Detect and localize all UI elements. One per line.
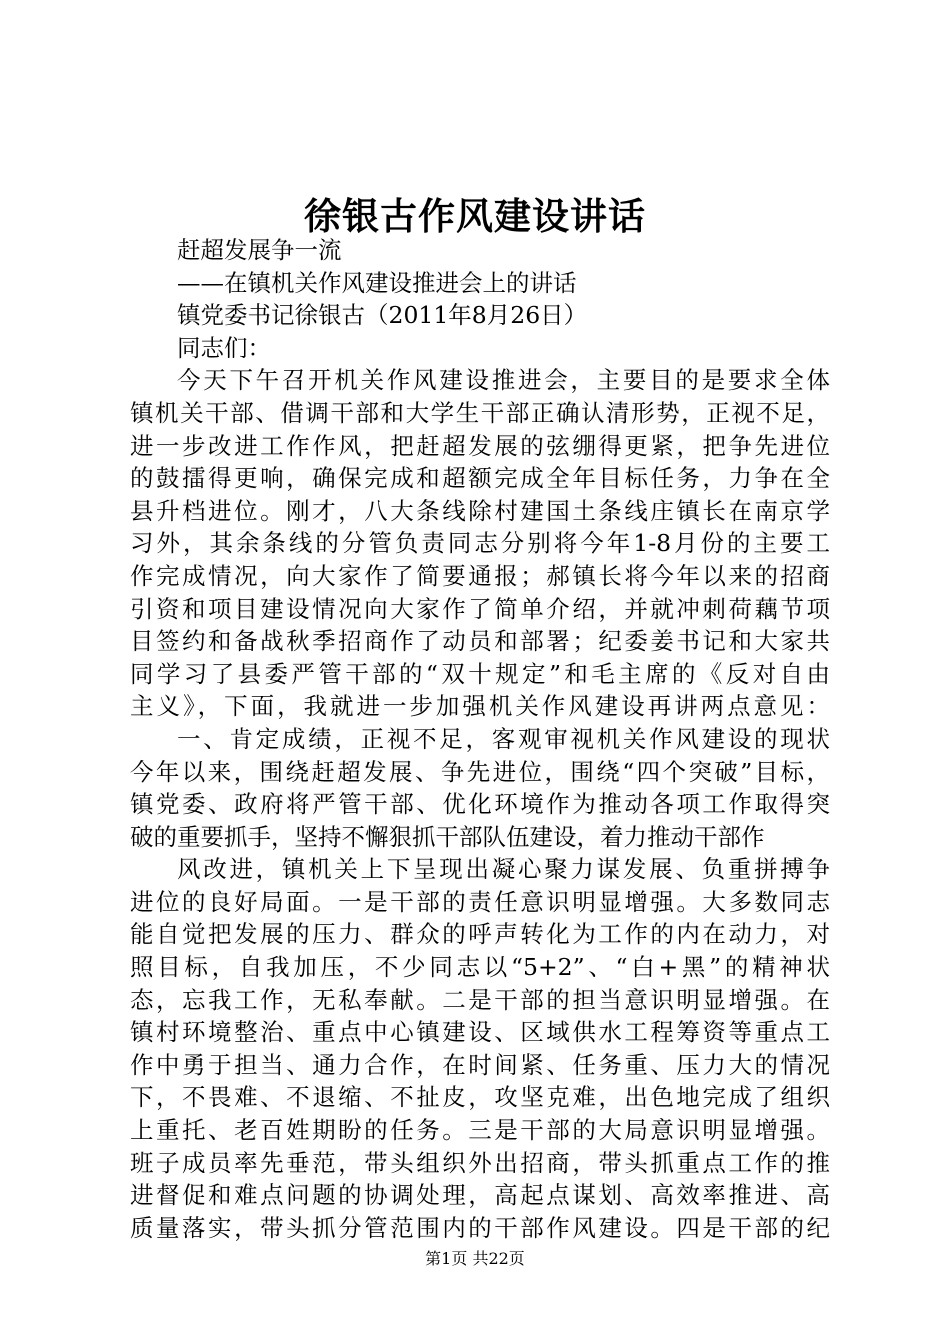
text-line: 的鼓擂得更响，确保完成和超额完成全年目标任务，力争在全 bbox=[130, 464, 830, 493]
text-line: 引资和项目建设情况向大家作了简单介绍，并就冲刺荷藕节项 bbox=[130, 594, 830, 623]
text-line: 镇党委、政府将严管干部、优化环境作为推动各项工作取得突 bbox=[130, 790, 830, 819]
text-line: 下，不畏难、不退缩、不扯皮，攻坚克难，出色地完成了组织 bbox=[130, 1083, 830, 1112]
text-line: 风改进，镇机关上下呈现出凝心聚力谋发展、负重拼搏争 bbox=[177, 855, 830, 884]
text-line: 主义》，下面，我就进一步加强机关作风建设再讲两点意见： bbox=[130, 692, 830, 721]
text-line: 班子成员率先垂范，带头组织外出招商，带头抓重点工作的推 bbox=[130, 1148, 830, 1177]
text-line: 作完成情况，向大家作了简要通报；郝镇长将今年以来的招商 bbox=[130, 561, 830, 590]
text-line: 进督促和难点问题的协调处理，高起点谋划、高效率推进、高 bbox=[130, 1181, 830, 1210]
text-line: 进位的良好局面。一是干部的责任意识明显增强。大多数同志 bbox=[130, 887, 830, 916]
text-line: 县升档进位。刚才，八大条线除村建国土条线庄镇长在南京学 bbox=[130, 496, 830, 525]
text-line: 习外，其余条线的分管负责同志分别将今年1-8月份的主要工 bbox=[130, 529, 830, 558]
text-line: 作中勇于担当、通力合作，在时间紧、任务重、压力大的情况 bbox=[130, 1050, 830, 1079]
text-line: 镇村环境整治、重点中心镇建设、区域供水工程筹资等重点工 bbox=[130, 1018, 830, 1047]
text-line: 进一步改进工作作风，把赶超发展的弦绷得更紧，把争先进位 bbox=[130, 431, 830, 460]
text-line: 上重托、老百姓期盼的任务。三是干部的大局意识明显增强。 bbox=[130, 1116, 830, 1145]
document-body bbox=[130, 234, 830, 1244]
text-line: 镇党委书记徐银古（2011年8月26日） bbox=[177, 301, 588, 330]
text-line: 同志们： bbox=[177, 333, 271, 362]
text-line: 能自觉把发展的压力、群众的呼声转化为工作的内在动力，对 bbox=[130, 920, 830, 949]
text-line: 破的重要抓手，坚持不懈狠抓干部队伍建设，着力推动干部作 bbox=[130, 822, 765, 851]
text-line: 赶超发展争一流 bbox=[177, 236, 342, 264]
text-line: 态，忘我工作，无私奉献。二是干部的担当意识明显增强。在 bbox=[130, 985, 830, 1014]
text-line: 今天下午召开机关作风建设推进会，主要目的是要求全体 bbox=[177, 366, 830, 395]
text-line: 照目标，自我加压，不少同志以“5+2”、“白+黑”的精神状 bbox=[130, 953, 830, 982]
page-footer: 第1页 共22页 bbox=[425, 1249, 525, 1268]
text-line: 同学习了县委严管干部的“双十规定”和毛主席的《反对自由 bbox=[130, 659, 830, 688]
text-line: 目签约和备战秋季招商作了动员和部署；纪委姜书记和大家共 bbox=[130, 627, 830, 656]
text-line: 今年以来，围绕赶超发展、争先进位，围绕“四个突破”目标， bbox=[130, 757, 830, 786]
page-title: 徐银古作风建设讲话 bbox=[304, 194, 646, 238]
text-line: 质量落实，带头抓分管范围内的干部作风建设。四是干部的纪 bbox=[130, 1213, 830, 1242]
text-line: ——在镇机关作风建设推进会上的讲话 bbox=[177, 268, 577, 297]
text-line: 一、肯定成绩，正视不足，客观审视机关作风建设的现状 bbox=[177, 724, 830, 753]
text-line: 镇机关干部、借调干部和大学生干部正确认清形势，正视不足， bbox=[130, 398, 830, 427]
